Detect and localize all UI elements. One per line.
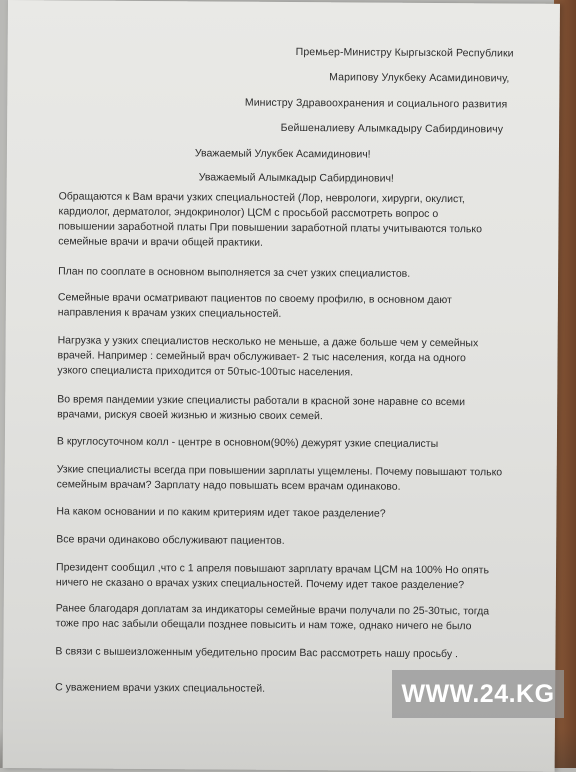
paragraph-call-center: В круглосуточном колл - центре в основном(90%) дежурят узкие специалисты — [56, 435, 439, 451]
paragraph-request-closing: В связи с вышеизложенным убедительно просим Вас рассмотреть нашу просьбу . — [55, 645, 458, 661]
paragraph-family-doctors: Семейные врачи осматривают пациентов по своему профилю, в основном дают направления к врачам узких специальностей. — [57, 291, 452, 320]
paragraph-equal-service: Все врачи одинаково обслуживают пациентов. — [56, 533, 285, 547]
recipient-line-4: Бейшеналиеву Алымкадыру Сабирдиновичу — [280, 121, 504, 136]
recipient-line-3: Министру Здравоохранения и социального развития — [244, 96, 508, 111]
signature-line: С уважением врачи узких специальностей. — [55, 681, 266, 695]
recipient-line-1: Премьер-Министру Кыргызской Республики — [295, 46, 514, 60]
letter-page — [3, 0, 560, 772]
paragraph-copay: План по сооплате в основном выполняется за счет узких специалистов. — [58, 265, 411, 280]
greeting-2: Уважаемый Алымкадыр Сабирдинович! — [198, 171, 394, 185]
paragraph-request: Обращаются к Вам врачи узких специальностей (Лор, неврологи, хирурги, окулист, кардиолог, дерматолог, эндокринолог) ЦСМ с просьбой рассмотреть вопрос о повышении заработной платы При повышении заработной платы учитываются только семейные врачи и врачи общей практики. — [58, 190, 482, 249]
paragraph-indicators: Ранее благодаря доплатам за индикаторы семейные врачи получали по 25-30тыс, тогда тоже про нас забыли обещали позднее повысить и нам тоже, однако ничего не было — [55, 602, 490, 633]
paragraph-president: Президент сообщил ,что с 1 апреля повышают зарплату врачам ЦСМ на 100% Но опять ничего не сказано о врачах узких специальностей. Почему идет такое разделение? — [55, 561, 490, 592]
paragraph-pandemic: Во время пандемии узкие специалисты работали в красной зоне наравне со всеми врачами, рискуя своей жизнью и жизнью своих семей. — [57, 393, 466, 423]
paragraph-workload: Нагрузка у узких специалистов несколько не меньше, а даже больше чем у семейных врачей. Например : семейный врач обслуживает- 2 тыс населения, когда на одного узкого специалиста приходится от 50тыс-100тыс населения. — [57, 334, 479, 379]
paragraph-salary-inequality: Узкие специалисты всегда при повышении зарплаты ущемлены. Почему повышают только семейным врачам? Зарплату надо повышать всем врачам одинаково. — [56, 463, 503, 493]
greeting-1: Уважаемый Улукбек Асамидинович! — [194, 147, 371, 161]
site-watermark: WWW.24.KG — [392, 670, 564, 718]
paragraph-criteria-question: На каком основании и по каким критериям идет такое разделение? — [56, 505, 386, 520]
recipient-line-2: Марипову Улукбеку Асамидиновичу, — [329, 71, 510, 85]
